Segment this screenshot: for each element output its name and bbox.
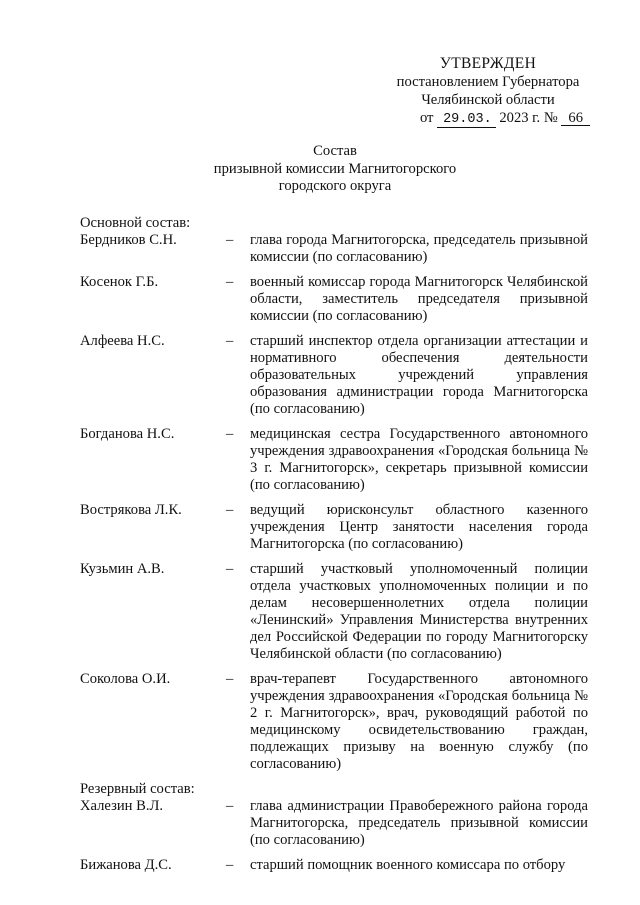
member-name: Вострякова Л.К.	[80, 502, 182, 518]
approval-line-1: постановлением Губернатора	[396, 74, 580, 90]
member-dash: –	[226, 502, 234, 518]
member-name: Косенок Г.Б.	[80, 274, 159, 290]
member-row	[80, 798, 588, 849]
member-name: Алфеева Н.С.	[80, 333, 165, 349]
approval-block	[388, 55, 588, 128]
document-number: 66	[561, 111, 590, 126]
member-role: медицинская сестра Государственного автономного учреждения здравоохранения «Городская больница № 3 г. Магнитогорск», секретарь призывной комиссии (по согласованию)	[250, 426, 588, 493]
member-role: старший помощник военного комиссара по отбору	[250, 857, 566, 873]
member-dash: –	[226, 671, 234, 687]
date-value: 29.03.	[437, 113, 496, 128]
member-dash: –	[226, 274, 234, 290]
title-line-2: призывной комиссии Магнитогорского	[213, 160, 457, 177]
title-line-1: Состав	[313, 143, 357, 159]
year-text: 2023 г. №	[499, 110, 558, 126]
reserve-members	[80, 798, 588, 874]
member-row	[80, 857, 588, 874]
member-dash: –	[226, 857, 234, 873]
approval-date-line	[388, 110, 590, 128]
member-row	[80, 671, 588, 773]
reserve-section-label: Резервный состав:	[80, 781, 195, 797]
approval-heading: УТВЕРЖДЕН	[439, 55, 537, 72]
date-prefix: от	[419, 110, 434, 126]
member-name: Кузьмин А.В.	[80, 561, 165, 577]
approval-line-2: Челябинской области	[421, 91, 555, 108]
member-name: Соколова О.И.	[80, 671, 171, 687]
main-section-label: Основной состав:	[80, 215, 191, 231]
member-role: глава города Магнитогорска, председатель призывной комиссии (по согласованию)	[250, 232, 588, 265]
member-row	[80, 502, 588, 553]
member-role: старший участковый уполномоченный полиции отдела участковых уполномоченных полиции и по делам несовершеннолетних отдела полиции «Ленинский» Управления Министерства внутренних дел Российской Федерации по городу Магнитогорску Челябинской области (по согласованию)	[250, 561, 588, 662]
member-row	[80, 232, 588, 266]
member-dash: –	[226, 426, 234, 442]
member-name: Богданова Н.С.	[80, 426, 175, 442]
member-role: ведущий юрисконсульт областного казенного учреждения Центр занятости населения города Магнитогорска (по согласованию)	[250, 502, 588, 552]
member-row	[80, 426, 588, 494]
member-dash: –	[226, 333, 234, 349]
member-role: врач-терапевт Государственного автономного учреждения здравоохранения «Городская больница № 2 г. Магнитогорск», врач, руководящий работой по медицинскому освидетельствованию граждан, подлежащих призыву на военную службу (по согласованию)	[250, 671, 588, 772]
document-title	[170, 143, 500, 196]
member-role: старший инспектор отдела организации аттестации и нормативного обеспечения деятельности образовательных учреждений управления образования администрации города Магнитогорска (по согласованию)	[250, 333, 588, 417]
member-dash: –	[226, 798, 234, 814]
member-dash: –	[226, 561, 234, 577]
title-line-3: городского округа	[278, 178, 392, 194]
member-role: глава администрации Правобережного района города Магнитогорска, председатель призывной комиссии (по согласованию)	[250, 798, 588, 848]
composition-list	[80, 215, 588, 882]
member-dash: –	[226, 232, 234, 248]
main-members	[80, 232, 588, 773]
member-name: Бижанова Д.С.	[80, 857, 172, 873]
member-name: Халезин В.Л.	[80, 798, 164, 814]
member-row	[80, 561, 588, 663]
member-name: Бердников С.Н.	[80, 232, 177, 248]
member-row	[80, 274, 588, 325]
member-role: военный комиссар города Магнитогорск Челябинской области, заместитель председателя призывной комиссии (по согласованию)	[250, 274, 588, 324]
member-row	[80, 333, 588, 418]
